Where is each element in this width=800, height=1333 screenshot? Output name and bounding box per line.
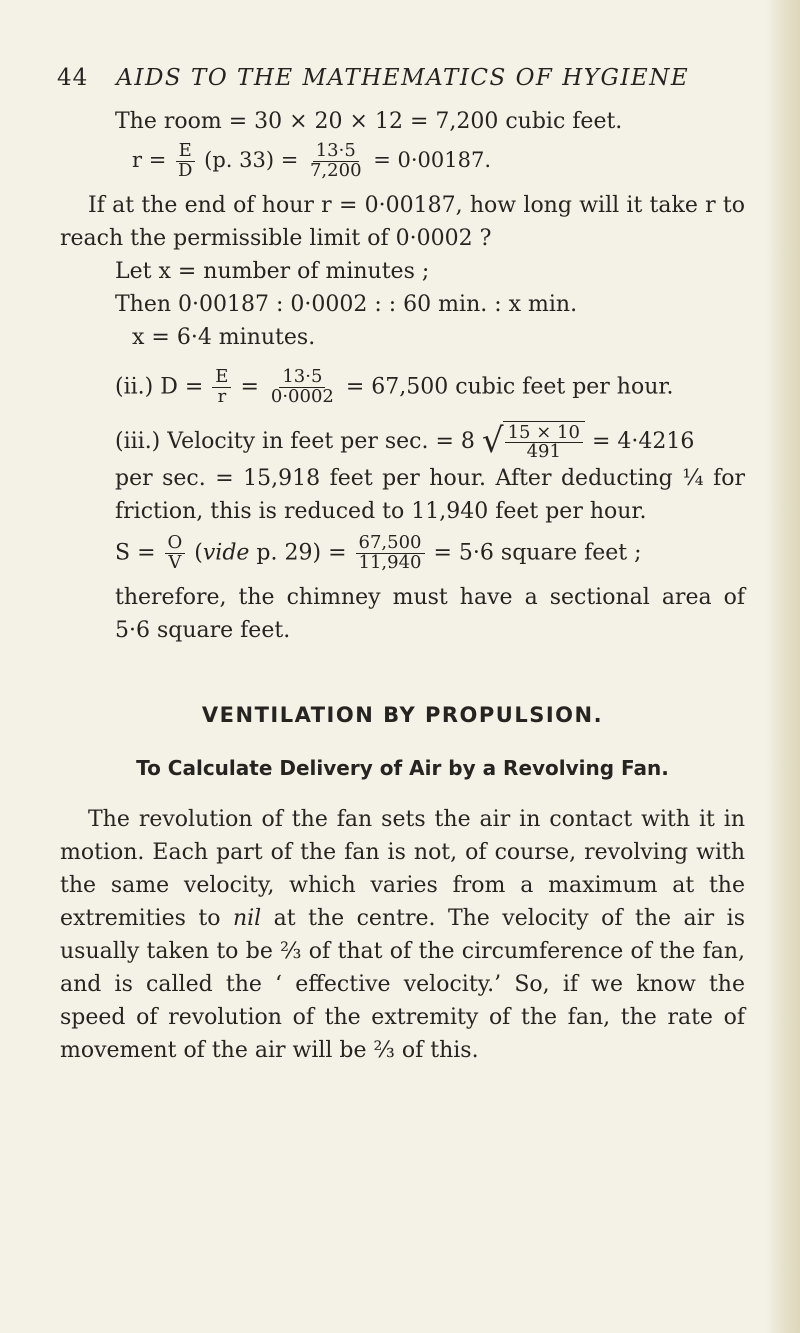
therefore-paragraph: therefore, the chimney must have a sectional area of 5·6 square feet. [115,585,745,644]
radicand-fraction [505,421,583,463]
fraction-numerator: E [212,368,231,388]
proportion-line: Then 0·00187 : 0·0002 : : 60 min. : x min. [115,291,578,317]
page-edge-shadow [766,0,800,1333]
ref-open: ( [194,540,203,566]
velocity-paragraph: per sec. = 15,918 feet per hour. After deducting ¼ for friction, this is reduced to 11,940 feet per hour. [115,466,745,525]
d-value-fraction [268,365,337,407]
r-equation [60,142,745,181]
square-root [482,421,585,463]
s-value-fraction [356,534,425,573]
section-title: VENTILATION BY PROPULSION. [201,703,604,728]
r-lhs: r = [132,147,167,172]
e-over-d-fraction [175,142,195,181]
part-iii-equation [60,421,745,463]
ref-close: p. 29) = [249,540,347,566]
fan-paragraph [60,803,745,1067]
x-result-line: x = 6·4 minutes. [132,324,316,350]
fraction-numerator: 13·5 [279,368,325,388]
room-volume-line: The room = 30 × 20 × 12 = 7,200 cubic feet. [115,109,623,134]
s-result: = 5·6 square feet ; [433,540,642,566]
fraction-denominator: r [217,385,227,407]
fraction-numerator: E [176,142,195,162]
fraction-numerator: O [165,534,186,554]
let-line: Let x = number of minutes ; [115,258,430,284]
radical-sign-icon: √ [481,421,504,462]
fraction-denominator: V [168,552,182,574]
fraction-denominator: 491 [526,441,561,463]
nil-word: nil [232,906,262,932]
page-content [57,62,745,1067]
r-value-fraction [307,142,365,181]
fraction-denominator: 11,940 [358,552,422,574]
part-iii-label: (iii.) Velocity in feet per sec. = 8 [115,428,475,454]
part-ii-result: = 67,500 cubic feet per hour. [345,374,674,400]
radicand [503,421,585,463]
r-result: = 0·00187. [373,147,491,172]
fraction-numerator: 15 × 10 [505,424,583,444]
running-header [57,62,745,95]
fraction-numerator: 13·5 [313,142,359,162]
question-paragraph: If at the end of hour r = 0·00187, how long will it take r to reach the permissible limit of 0·0002 ? [60,192,745,251]
page-reference: (p. 33) = [204,147,299,172]
fraction-denominator: 7,200 [309,159,362,181]
equals-sign: = [240,374,259,400]
part-ii-equation [60,365,745,407]
part-iii-result: = 4·4216 [591,428,695,454]
section-subtitle: To Calculate Delivery of Air by a Revolving Fan. [136,756,669,781]
fraction-numerator: 67,500 [356,534,425,554]
page-number: 44 [57,65,89,91]
fraction-denominator: 0·0002 [270,385,334,407]
o-over-v-fraction [165,534,186,573]
vide-word: vide [202,540,250,566]
fan-paragraph-part1: The revolution of the fan sets the air in contact with it in motion. Each part of the fan is not, of course, revolving with the same velocity, which varies from a maximum at the extremities to [60,807,745,932]
s-equation [60,534,745,573]
fraction-denominator: D [178,159,193,181]
s-lhs: S = [115,540,156,566]
e-over-r-fraction [212,365,231,407]
running-title: AIDS TO THE MATHEMATICS OF HYGIENE [116,65,690,91]
fan-paragraph-part2: at the centre. The velocity of the air is usually taken to be ⅔ of that of the circumference of the fan, and is called the ‘ effective velocity.’ So, if we know the speed of revolution of the extremity of the fan, the rate of movement of the air will be ⅔ of this. [60,906,745,1064]
part-ii-label: (ii.) D = [115,374,204,400]
